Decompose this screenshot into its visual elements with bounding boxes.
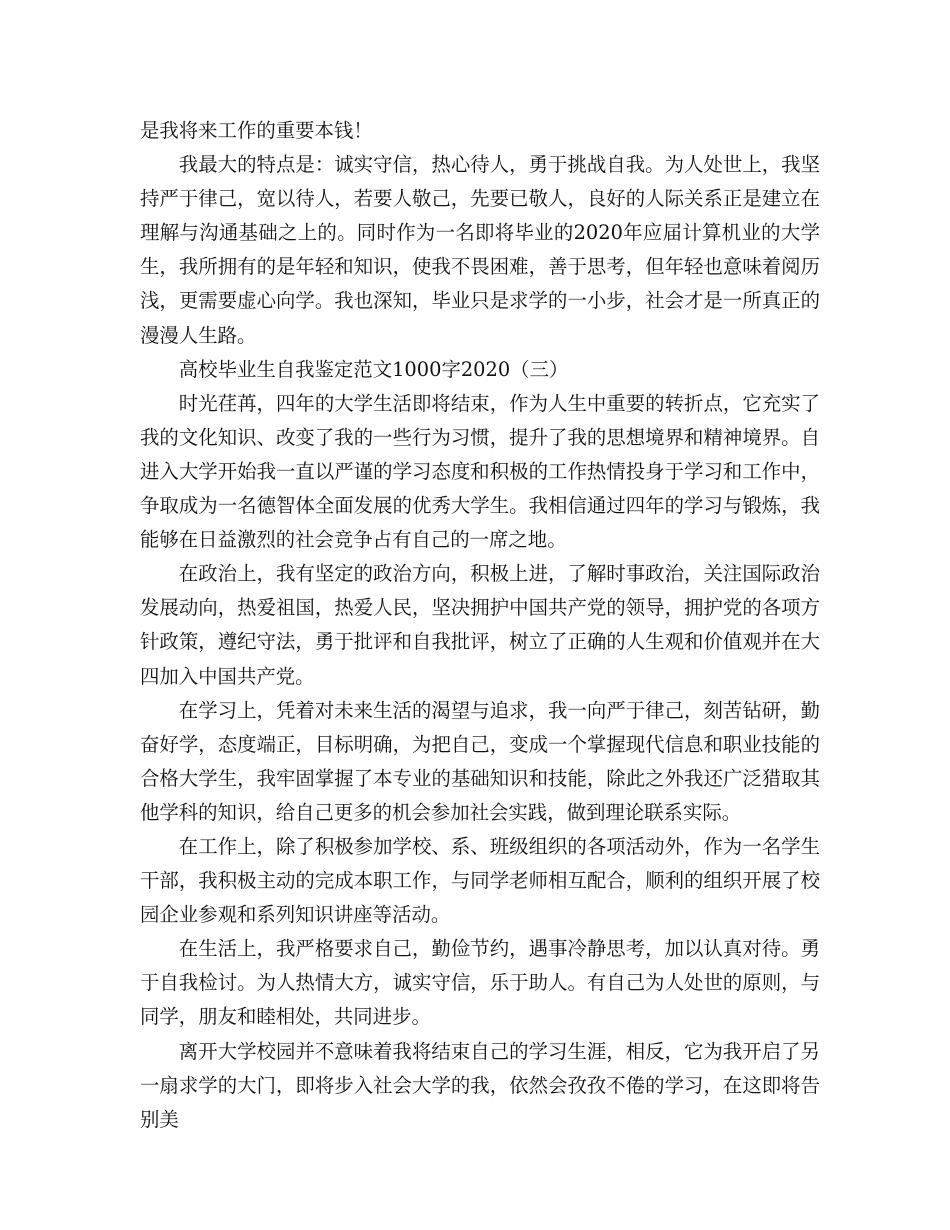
- paragraph-traits: 我最大的特点是：诚实守信，热心待人，勇于挑战自我。为人处世上，我坚持严于律己，宽以待人，若要人敬己，先要已敬人，良好的人际关系正是建立在理解与沟通基础之上的。同时作为一名即将毕业的2020年应届计算机业的大学生，我所拥有的是年轻和知识，使我不畏困难，善于思考，但年轻也意味着阅历浅，更需要虚心向学。我也深知，毕业只是求学的一小步，社会才是一所真正的漫漫人生路。: [140, 153, 820, 347]
- paragraph-closing: 离开大学校园并不意味着我将结束自己的学习生涯，相反，它为我开启了另一扇求学的大门，即将步入社会大学的我，依然会孜孜不倦的学习，在这即将告别美: [140, 1039, 820, 1131]
- section-heading: 高校毕业生自我鉴定范文1000字2020（三）: [178, 357, 569, 381]
- paragraph-life: 在生活上，我严格要求自己，勤俭节约，遇事冷静思考，加以认真对待。勇于自我检讨。为人热情大方，诚实守信，乐于助人。有自己为人处世的原则，与同学，朋友和睦相处，共同进步。: [140, 937, 820, 1029]
- paragraph-study: 在学习上，凭着对未来生活的渴望与追求，我一向严于律己，刻苦钻研，勤奋好学，态度端正，目标明确，为把自己，变成一个掌握现代信息和职业技能的合格大学生，我牢固掌握了本专业的基础知识和技能，除此之外我还广泛猎取其他学科的知识，给自己更多的机会参加社会实践，做到理论联系实际。: [140, 698, 820, 824]
- paragraph-intro: 时光荏苒，四年的大学生活即将结束，作为人生中重要的转折点，它充实了我的文化知识、改变了我的一些行为习惯，提升了我的思想境界和精神境界。自进入大学开始我一直以严谨的学习态度和积极的工作热情投身于学习和工作中，争取成为一名德智体全面发展的优秀大学生。我相信通过四年的学习与锻炼，我能够在日益激烈的社会竞争占有自己的一席之地。: [140, 391, 820, 552]
- document-body: [140, 114, 820, 1137]
- continuation-paragraph: 是我将来工作的重要本钱！: [140, 119, 373, 142]
- paragraph-politics: 在政治上，我有坚定的政治方向，积极上进，了解时事政治，关注国际政治发展动向，热爱祖国，热爱人民，坚决拥护中国共产党的领导，拥护党的各项方针政策，遵纪守法，勇于批评和自我批评，树立了正确的人生观和价值观并在大四加入中国共产党。: [140, 562, 820, 688]
- paragraph-work: 在工作上，除了积极参加学校、系、班级组织的各项活动外，作为一名学生干部，我积极主动的完成本职工作，与同学老师相互配合，顺利的组织开展了校园企业参观和系列知识讲座等活动。: [140, 834, 820, 927]
